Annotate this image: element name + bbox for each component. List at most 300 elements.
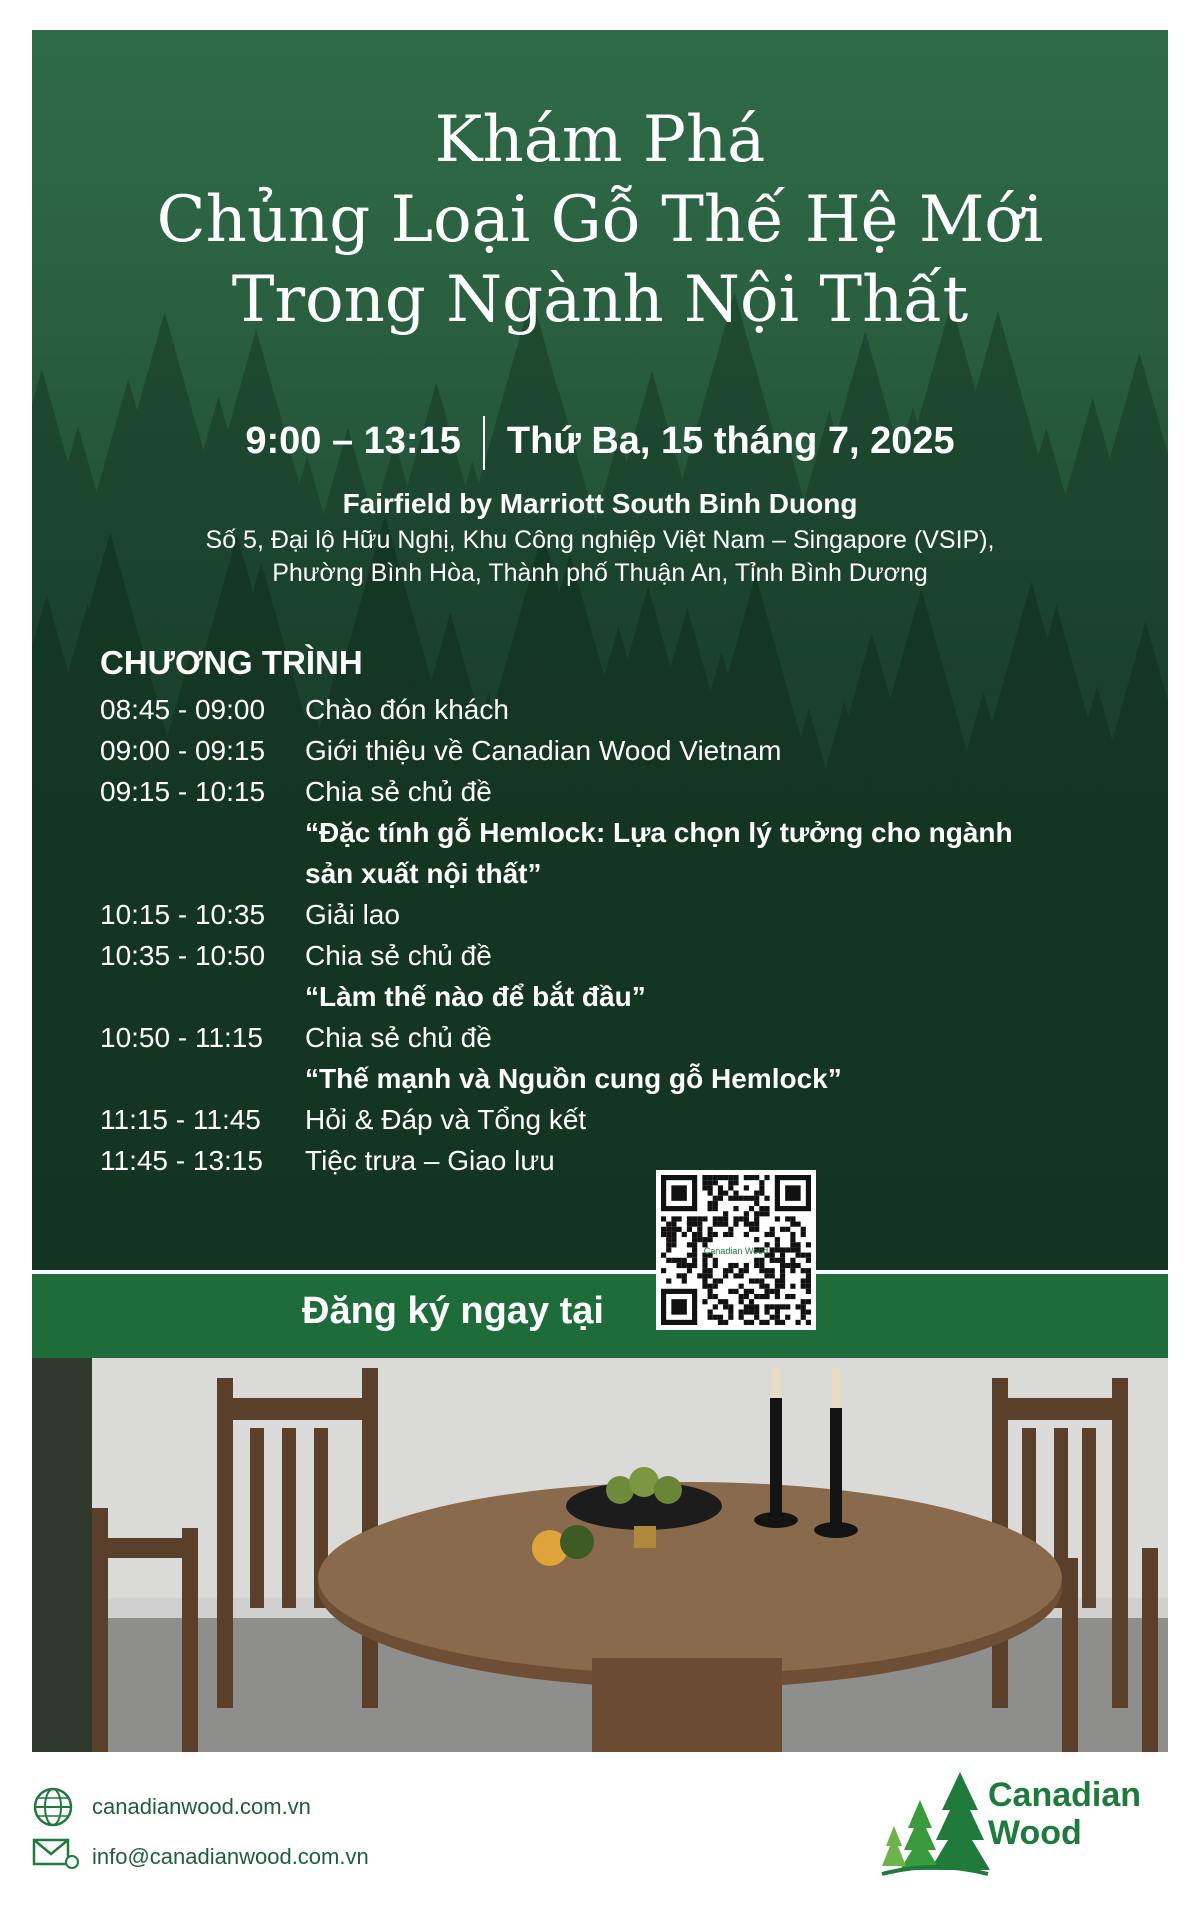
- qr-module: [780, 1227, 785, 1232]
- qr-module: [661, 1253, 666, 1258]
- qr-module: [795, 1304, 800, 1309]
- qr-module: [739, 1216, 744, 1221]
- qr-module: [708, 1227, 713, 1232]
- qr-module: [764, 1304, 769, 1309]
- qr-module: [759, 1206, 764, 1211]
- qr-module: [692, 1237, 697, 1242]
- qr-module: [677, 1216, 682, 1221]
- qr-module: [713, 1216, 718, 1221]
- qr-module: [754, 1216, 759, 1221]
- qr-module: [739, 1284, 744, 1289]
- qr-module: [661, 1227, 666, 1232]
- qr-module: [754, 1309, 759, 1314]
- qr-module: [754, 1201, 759, 1206]
- qr-module: [754, 1175, 759, 1180]
- qr-module: [754, 1237, 759, 1242]
- program-time: 10:50 - 11:15: [100, 1022, 263, 1053]
- qr-module: [661, 1216, 666, 1221]
- qr-module: [723, 1304, 728, 1309]
- qr-module: [744, 1175, 749, 1180]
- qr-module: [749, 1196, 754, 1201]
- qr-module: [790, 1294, 795, 1299]
- qr-module: [718, 1175, 723, 1180]
- qr-module: [754, 1196, 759, 1201]
- qr-module: [687, 1263, 692, 1268]
- qr-module: [790, 1258, 795, 1263]
- qr-module: [718, 1299, 723, 1304]
- qr-module: [713, 1284, 718, 1289]
- program-heading: CHƯƠNG TRÌNH: [100, 644, 363, 681]
- qr-module: [718, 1222, 723, 1227]
- qr-module: [702, 1299, 707, 1304]
- qr-module: [785, 1247, 790, 1252]
- qr-module: [749, 1278, 754, 1283]
- qr-module: [671, 1299, 687, 1315]
- qr-module: [790, 1247, 795, 1252]
- qr-module: [728, 1180, 733, 1185]
- qr-module: [795, 1247, 800, 1252]
- qr-module: [728, 1227, 733, 1232]
- qr-module: [806, 1268, 811, 1273]
- event-datetime: [32, 416, 1168, 470]
- qr-module: [744, 1309, 749, 1314]
- qr-module: [723, 1320, 728, 1325]
- qr-module: [754, 1258, 759, 1263]
- qr-module: [744, 1232, 749, 1237]
- qr-module: [744, 1294, 749, 1299]
- qr-module: [739, 1196, 744, 1201]
- qr-module: [749, 1227, 754, 1232]
- qr-module: [682, 1232, 687, 1237]
- qr-module: [790, 1216, 795, 1221]
- qr-module: [702, 1237, 707, 1242]
- qr-module: [702, 1175, 707, 1180]
- qr-module: [785, 1216, 790, 1221]
- qr-module: [702, 1216, 707, 1221]
- registration-qr-code[interactable]: [656, 1170, 816, 1330]
- qr-module: [692, 1263, 697, 1268]
- qr-module: [770, 1253, 775, 1258]
- qr-module: [718, 1196, 723, 1201]
- qr-module: [692, 1247, 697, 1252]
- qr-module: [744, 1196, 749, 1201]
- qr-module: [702, 1263, 707, 1268]
- program-desc: Chào đón khách: [305, 694, 509, 725]
- qr-module: [795, 1222, 800, 1227]
- qr-module: [759, 1278, 764, 1283]
- qr-module: [702, 1273, 707, 1278]
- qr-module: [780, 1268, 785, 1273]
- qr-module: [780, 1320, 785, 1325]
- qr-module: [739, 1315, 744, 1320]
- program-desc: Chia sẻ chủ đề: [305, 776, 492, 807]
- mail-icon: [32, 1836, 80, 1872]
- qr-module: [702, 1268, 707, 1273]
- qr-module: [718, 1320, 723, 1325]
- program-time: 10:35 - 10:50: [100, 940, 266, 971]
- event-venue: Fairfield by Marriott South Binh Duong: [342, 488, 858, 519]
- qr-module: [770, 1258, 775, 1263]
- qr-module: [775, 1216, 780, 1221]
- qr-module: [671, 1185, 687, 1201]
- title-line-1: Khám Phá: [434, 103, 766, 177]
- qr-module: [775, 1315, 780, 1320]
- qr-module: [785, 1185, 801, 1201]
- qr-module: [775, 1242, 780, 1247]
- qr-module: [759, 1263, 764, 1268]
- title-line-3: Trong Ngành Nội Thất: [231, 263, 969, 337]
- qr-module: [754, 1211, 759, 1216]
- qr-module: [770, 1273, 775, 1278]
- qr-module: [682, 1263, 687, 1268]
- program-time: 09:00 - 09:15: [100, 735, 266, 766]
- qr-module: [759, 1185, 764, 1190]
- qr-module: [764, 1273, 769, 1278]
- qr-module: [759, 1180, 764, 1185]
- qr-module: [666, 1237, 671, 1242]
- pine-trees-logo-icon: [880, 1770, 990, 1880]
- qr-module: [687, 1268, 692, 1273]
- qr-module: [713, 1232, 718, 1237]
- qr-module: [692, 1242, 697, 1247]
- qr-module: [687, 1242, 692, 1247]
- qr-module: [718, 1185, 723, 1190]
- qr-module: [801, 1304, 806, 1309]
- qr-module: [733, 1175, 738, 1180]
- address-line-2: Phường Bình Hòa, Thành phố Thuận An, Tỉnh Bình Dương: [272, 559, 928, 587]
- program-desc: Giới thiệu về Canadian Wood Vietnam: [305, 735, 782, 766]
- qr-module: [713, 1201, 718, 1206]
- event-date: Thứ Ba, 15 tháng 7, 2025: [506, 420, 955, 463]
- qr-module: [780, 1253, 785, 1258]
- qr-module: [780, 1304, 785, 1309]
- qr-module: [770, 1315, 775, 1320]
- qr-module: [790, 1242, 795, 1247]
- qr-module: [795, 1242, 800, 1247]
- qr-module: [795, 1253, 800, 1258]
- qr-module: [702, 1284, 707, 1289]
- qr-module: [733, 1180, 738, 1185]
- qr-module: [697, 1216, 702, 1221]
- qr-module: [723, 1222, 728, 1227]
- qr-module: [754, 1315, 759, 1320]
- qr-module: [764, 1320, 769, 1325]
- logo-text-line-1: Canadian: [988, 1776, 1142, 1814]
- qr-module: [728, 1232, 733, 1237]
- qr-module: [723, 1268, 728, 1273]
- address-line-1: Số 5, Đại lộ Hữu Nghị, Khu Công nghiệp Việt Nam – Singapore (VSIP),: [205, 526, 995, 554]
- qr-module: [749, 1289, 754, 1294]
- program-desc: Hỏi & Đáp và Tổng kết: [305, 1104, 587, 1135]
- qr-module: [708, 1309, 713, 1314]
- qr-module: [754, 1304, 759, 1309]
- qr-module: [754, 1222, 759, 1227]
- qr-module: [671, 1237, 676, 1242]
- qr-module: [785, 1227, 790, 1232]
- qr-module: [708, 1191, 713, 1196]
- program-desc: Giải lao: [305, 899, 400, 930]
- qr-module: [806, 1289, 811, 1294]
- dining-table-photo: [32, 1358, 1168, 1752]
- qr-module: [775, 1247, 780, 1252]
- qr-module: [671, 1216, 676, 1221]
- qr-module: [790, 1237, 795, 1242]
- qr-module: [723, 1232, 728, 1237]
- qr-module: [749, 1175, 754, 1180]
- register-band: [32, 1274, 1168, 1358]
- qr-module: [764, 1294, 769, 1299]
- qr-module: [713, 1304, 718, 1309]
- qr-module: [749, 1304, 754, 1309]
- qr-module: [708, 1268, 713, 1273]
- qr-module: [775, 1294, 780, 1299]
- qr-module: [713, 1278, 718, 1283]
- qr-module: [728, 1304, 733, 1309]
- qr-module: [728, 1315, 733, 1320]
- qr-module: [806, 1309, 811, 1314]
- qr-module: [775, 1304, 780, 1309]
- qr-module: [785, 1294, 790, 1299]
- datetime-divider: [483, 416, 485, 470]
- qr-module: [713, 1258, 718, 1263]
- qr-module: [770, 1304, 775, 1309]
- qr-module: [692, 1222, 697, 1227]
- qr-module: [708, 1201, 713, 1206]
- qr-module: [806, 1284, 811, 1289]
- qr-module: [785, 1263, 790, 1268]
- qr-module: [749, 1320, 754, 1325]
- qr-module: [697, 1227, 702, 1232]
- program-topic: “Làm thế nào để bắt đầu”: [305, 981, 646, 1012]
- email-link[interactable]: info@canadianwood.com.vn: [92, 1844, 369, 1869]
- qr-module: [692, 1216, 697, 1221]
- qr-module: [801, 1232, 806, 1237]
- qr-module: [723, 1211, 728, 1216]
- qr-module: [728, 1309, 733, 1314]
- qr-module: [697, 1232, 702, 1237]
- qr-module: [718, 1278, 723, 1283]
- qr-module: [806, 1320, 811, 1325]
- qr-module: [702, 1180, 707, 1185]
- qr-module: [733, 1222, 738, 1227]
- qr-module: [754, 1263, 759, 1268]
- qr-module: [718, 1216, 723, 1221]
- qr-module: [801, 1227, 806, 1232]
- qr-module: [713, 1196, 718, 1201]
- qr-module: [801, 1299, 806, 1304]
- qr-module: [671, 1242, 676, 1247]
- qr-module: [733, 1216, 738, 1221]
- qr-module: [713, 1263, 718, 1268]
- globe-icon: [32, 1786, 74, 1828]
- qr-module: [713, 1315, 718, 1320]
- qr-module: [692, 1232, 697, 1237]
- qr-module: [702, 1278, 707, 1283]
- qr-module: [666, 1227, 671, 1232]
- qr-module: [744, 1222, 749, 1227]
- qr-module: [785, 1315, 790, 1320]
- qr-code-icon: [656, 1170, 816, 1330]
- qr-module: [749, 1206, 754, 1211]
- event-time: 9:00 – 13:15: [245, 420, 461, 463]
- qr-module: [723, 1175, 728, 1180]
- qr-module: [697, 1273, 702, 1278]
- qr-module: [708, 1294, 713, 1299]
- qr-module: [671, 1227, 676, 1232]
- qr-logo-label: Canadian Wood: [703, 1246, 769, 1256]
- qr-module: [718, 1191, 723, 1196]
- qr-module: [739, 1294, 744, 1299]
- qr-module: [785, 1304, 790, 1309]
- program-desc: Chia sẻ chủ đề: [305, 940, 492, 971]
- qr-module: [697, 1237, 702, 1242]
- qr-module: [764, 1196, 769, 1201]
- forest-background: [32, 30, 1168, 1270]
- qr-module: [780, 1263, 785, 1268]
- qr-module: [790, 1222, 795, 1227]
- qr-module: [739, 1268, 744, 1273]
- qr-module: [728, 1289, 733, 1294]
- qr-module: [682, 1258, 687, 1263]
- qr-module: [708, 1315, 713, 1320]
- qr-module: [764, 1268, 769, 1273]
- qr-module: [661, 1232, 666, 1237]
- qr-module: [739, 1299, 744, 1304]
- qr-module: [723, 1299, 728, 1304]
- qr-module: [754, 1191, 759, 1196]
- qr-module: [775, 1278, 780, 1283]
- qr-module: [790, 1263, 795, 1268]
- qr-module: [708, 1206, 713, 1211]
- program-time: 11:15 - 11:45: [100, 1104, 261, 1135]
- qr-module: [708, 1284, 713, 1289]
- qr-module: [749, 1299, 754, 1304]
- qr-module: [739, 1309, 744, 1314]
- qr-module: [764, 1211, 769, 1216]
- qr-module: [708, 1232, 713, 1237]
- qr-module: [713, 1175, 718, 1180]
- program-topic: “Đặc tính gỗ Hemlock: Lựa chọn lý tưởng cho ngành: [305, 817, 1013, 848]
- qr-module: [744, 1263, 749, 1268]
- qr-module: [790, 1232, 795, 1237]
- qr-module: [764, 1206, 769, 1211]
- qr-module: [806, 1299, 811, 1304]
- qr-module: [775, 1320, 780, 1325]
- program-desc: Tiệc trưa – Giao lưu: [305, 1145, 555, 1176]
- qr-module: [806, 1278, 811, 1283]
- qr-module: [775, 1258, 780, 1263]
- qr-module: [801, 1268, 806, 1273]
- register-label: Đăng ký ngay tại: [302, 1290, 604, 1332]
- qr-module: [708, 1185, 713, 1190]
- qr-module: [723, 1216, 728, 1221]
- qr-module: [708, 1175, 713, 1180]
- program-time: 09:15 - 10:15: [100, 776, 266, 807]
- qr-module: [733, 1263, 738, 1268]
- program-topic: sản xuất nội thất”: [305, 858, 542, 889]
- qr-module: [775, 1237, 780, 1242]
- qr-module: [795, 1263, 800, 1268]
- qr-module: [801, 1284, 806, 1289]
- qr-module: [770, 1268, 775, 1273]
- qr-module: [666, 1222, 671, 1227]
- logo-text-line-2: Wood: [988, 1814, 1082, 1852]
- qr-module: [723, 1191, 728, 1196]
- program-time: 10:15 - 10:35: [100, 899, 266, 930]
- qr-module: [728, 1185, 733, 1190]
- qr-module: [671, 1222, 676, 1227]
- qr-module: [775, 1284, 780, 1289]
- qr-module: [733, 1273, 738, 1278]
- qr-module: [780, 1284, 785, 1289]
- qr-module: [677, 1227, 682, 1232]
- qr-module: [764, 1309, 769, 1314]
- qr-module: [739, 1273, 744, 1278]
- qr-module: [780, 1278, 785, 1283]
- qr-module: [744, 1304, 749, 1309]
- title-line-2: Chủng Loại Gỗ Thế Hệ Mới: [156, 183, 1044, 257]
- qr-module: [687, 1253, 692, 1258]
- qr-module: [754, 1278, 759, 1283]
- qr-module: [780, 1247, 785, 1252]
- qr-module: [666, 1232, 671, 1237]
- qr-module: [671, 1232, 676, 1237]
- qr-module: [749, 1309, 754, 1314]
- program-desc: Chia sẻ chủ đề: [305, 1022, 492, 1053]
- qr-module: [661, 1268, 666, 1273]
- qr-module: [770, 1232, 775, 1237]
- qr-module: [801, 1309, 806, 1314]
- qr-module: [744, 1216, 749, 1221]
- event-poster: [32, 30, 1168, 1752]
- qr-module: [713, 1206, 718, 1211]
- qr-module: [806, 1253, 811, 1258]
- qr-module: [749, 1222, 754, 1227]
- qr-module: [682, 1278, 687, 1283]
- qr-module: [775, 1309, 780, 1314]
- qr-module: [677, 1273, 682, 1278]
- qr-module: [806, 1273, 811, 1278]
- qr-module: [764, 1175, 769, 1180]
- website-link[interactable]: canadianwood.com.vn: [92, 1794, 311, 1819]
- qr-module: [666, 1247, 671, 1252]
- qr-module: [759, 1320, 764, 1325]
- qr-module: [806, 1242, 811, 1247]
- qr-module: [759, 1268, 764, 1273]
- qr-module: [806, 1258, 811, 1263]
- qr-module: [795, 1320, 800, 1325]
- qr-module: [744, 1320, 749, 1325]
- qr-module: [713, 1294, 718, 1299]
- qr-module: [728, 1175, 733, 1180]
- qr-module: [744, 1268, 749, 1273]
- qr-module: [708, 1273, 713, 1278]
- qr-module: [697, 1222, 702, 1227]
- qr-module: [775, 1289, 780, 1294]
- qr-module: [764, 1232, 769, 1237]
- qr-module: [733, 1196, 738, 1201]
- qr-module: [708, 1237, 713, 1242]
- qr-module: [728, 1268, 733, 1273]
- qr-module: [780, 1258, 785, 1263]
- qr-module: [687, 1222, 692, 1227]
- qr-module: [759, 1211, 764, 1216]
- qr-module: [682, 1273, 687, 1278]
- qr-module: [671, 1258, 676, 1263]
- qr-module: [801, 1253, 806, 1258]
- qr-module: [733, 1206, 738, 1211]
- qr-module: [677, 1258, 682, 1263]
